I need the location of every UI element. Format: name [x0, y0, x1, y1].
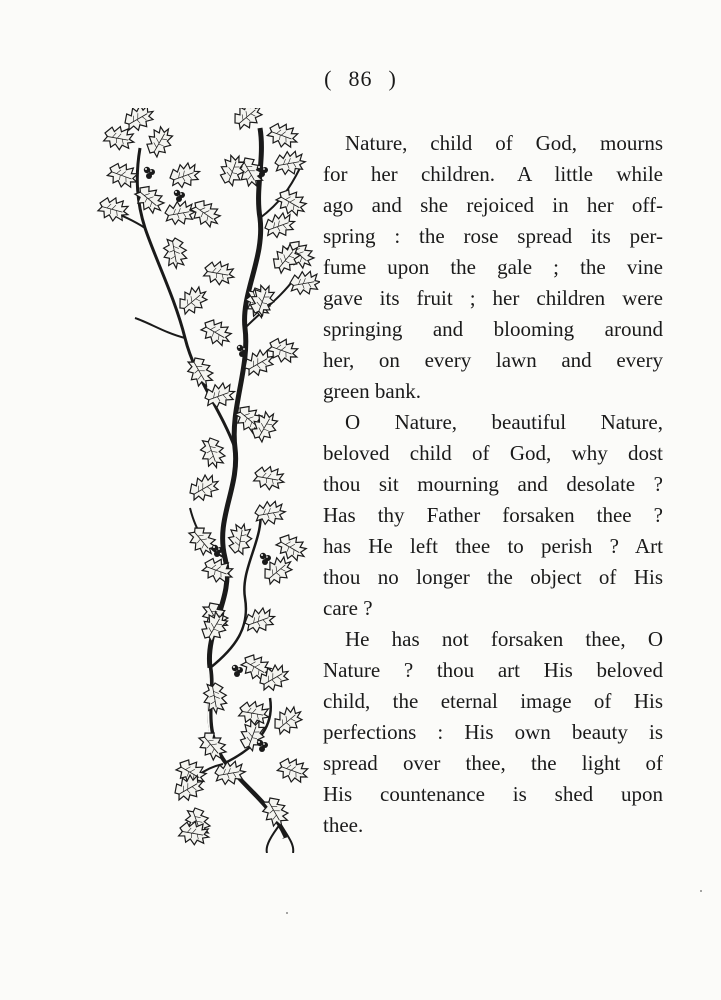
text-line: Nature, child of God, mourns	[345, 131, 663, 155]
text-line: care ?	[323, 596, 373, 620]
text-line: thou sit mourning and desolate ?	[323, 472, 663, 496]
text-line: fume upon the gale ; the vine	[323, 255, 663, 279]
text-line: thee.	[323, 813, 364, 837]
text-line: He has not forsaken thee, O	[345, 627, 663, 651]
text-line: has He left thee to perish ? Art	[323, 534, 663, 558]
paragraph-3	[323, 624, 663, 841]
text-line: green bank.	[323, 379, 421, 403]
text-line: for her children. A little while	[323, 162, 663, 186]
page-number-value: 86	[348, 66, 373, 91]
page-number-close-paren: )	[388, 66, 397, 91]
text-line: her, on every lawn and every	[323, 348, 663, 372]
paragraph-1	[323, 128, 663, 407]
page-number-open-paren: (	[324, 66, 333, 91]
text-line: perfections : His own beauty is	[323, 720, 663, 744]
body-text	[323, 128, 663, 841]
print-speck	[286, 912, 288, 914]
text-line: His countenance is shed upon	[323, 782, 663, 806]
text-line: Has thy Father forsaken thee ?	[323, 503, 663, 527]
text-line: ago and she rejoiced in her off-	[323, 193, 663, 217]
text-line: child, the eternal image of His	[323, 689, 663, 713]
holly-branch-icon	[95, 108, 320, 853]
text-line: O Nature, beautiful Nature,	[345, 410, 663, 434]
text-line: thou no longer the object of His	[323, 565, 663, 589]
paragraph-2	[323, 407, 663, 624]
text-line: beloved child of God, why dost	[323, 441, 663, 465]
text-line: spread over thee, the light of	[323, 751, 663, 775]
text-line: Nature ? thou art His beloved	[323, 658, 663, 682]
text-line: springing and blooming around	[323, 317, 663, 341]
print-speck	[700, 890, 702, 892]
page-number	[0, 66, 721, 92]
text-line: gave its fruit ; her children were	[323, 286, 663, 310]
text-line: spring : the rose spread its per-	[323, 224, 663, 248]
